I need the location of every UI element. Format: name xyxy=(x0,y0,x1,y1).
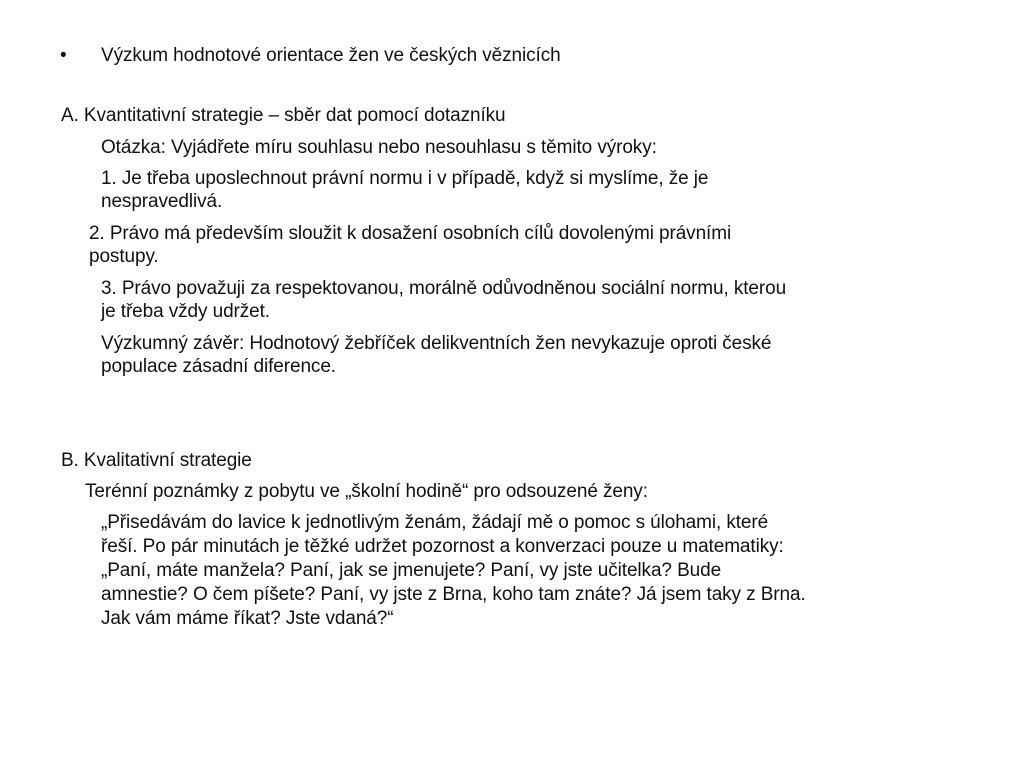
quote-line-3: „Paní, máte manžela? Paní, jak se jmenujete? Paní, vy jste učitelka? Bude xyxy=(101,560,722,581)
statement-1-line-1: 1. Je třeba uposlechnout právní normu i v případě, když si myslíme, že je xyxy=(101,168,709,189)
conclusion-line-1: Výzkumný závěr: Hodnotový žebříček delikventních žen nevykazuje oproti české xyxy=(101,333,772,354)
field-notes-label: Terénní poznámky z pobytu ve „školní hodině“ pro odsouzené ženy: xyxy=(85,481,648,502)
statement-2-line-1: 2. Právo má především sloužit k dosažení osobních cílů dovolenými právními xyxy=(89,223,732,244)
bullet-icon: • xyxy=(60,45,67,66)
bullet-text: Výzkum hodnotové orientace žen ve českých věznicích xyxy=(101,45,561,66)
section-b-heading: B. Kvalitativní strategie xyxy=(61,450,252,471)
quote-line-5: Jak vám máme říkat? Jste vdaná?“ xyxy=(101,608,394,629)
statement-2-line-2: postupy. xyxy=(89,246,159,267)
statement-3-line-1: 3. Právo považuji za respektovanou, morálně odůvodněnou sociální normu, kterou xyxy=(101,278,787,299)
quote-line-4: amnestie? O čem píšete? Paní, vy jste z Brna, koho tam znáte? Já jsem taky z Brna. xyxy=(101,584,806,605)
conclusion-line-2: populace zásadní diference. xyxy=(101,356,336,377)
quote-line-2: řeší. Po pár minutách je těžké udržet pozornost a konverzaci pouze u matematiky: xyxy=(101,536,784,557)
question-text: Otázka: Vyjádřete míru souhlasu nebo nesouhlasu s těmito výroky: xyxy=(101,137,657,158)
section-a-heading: A. Kvantitativní strategie – sběr dat pomocí dotazníku xyxy=(61,105,506,126)
quote-line-1: „Přisedávám do lavice k jednotlivým ženám, žádají mě o pomoc s úlohami, které xyxy=(101,512,769,533)
statement-1-line-2: nespravedlivá. xyxy=(101,191,223,212)
statement-3-line-2: je třeba vždy udržet. xyxy=(101,301,270,322)
